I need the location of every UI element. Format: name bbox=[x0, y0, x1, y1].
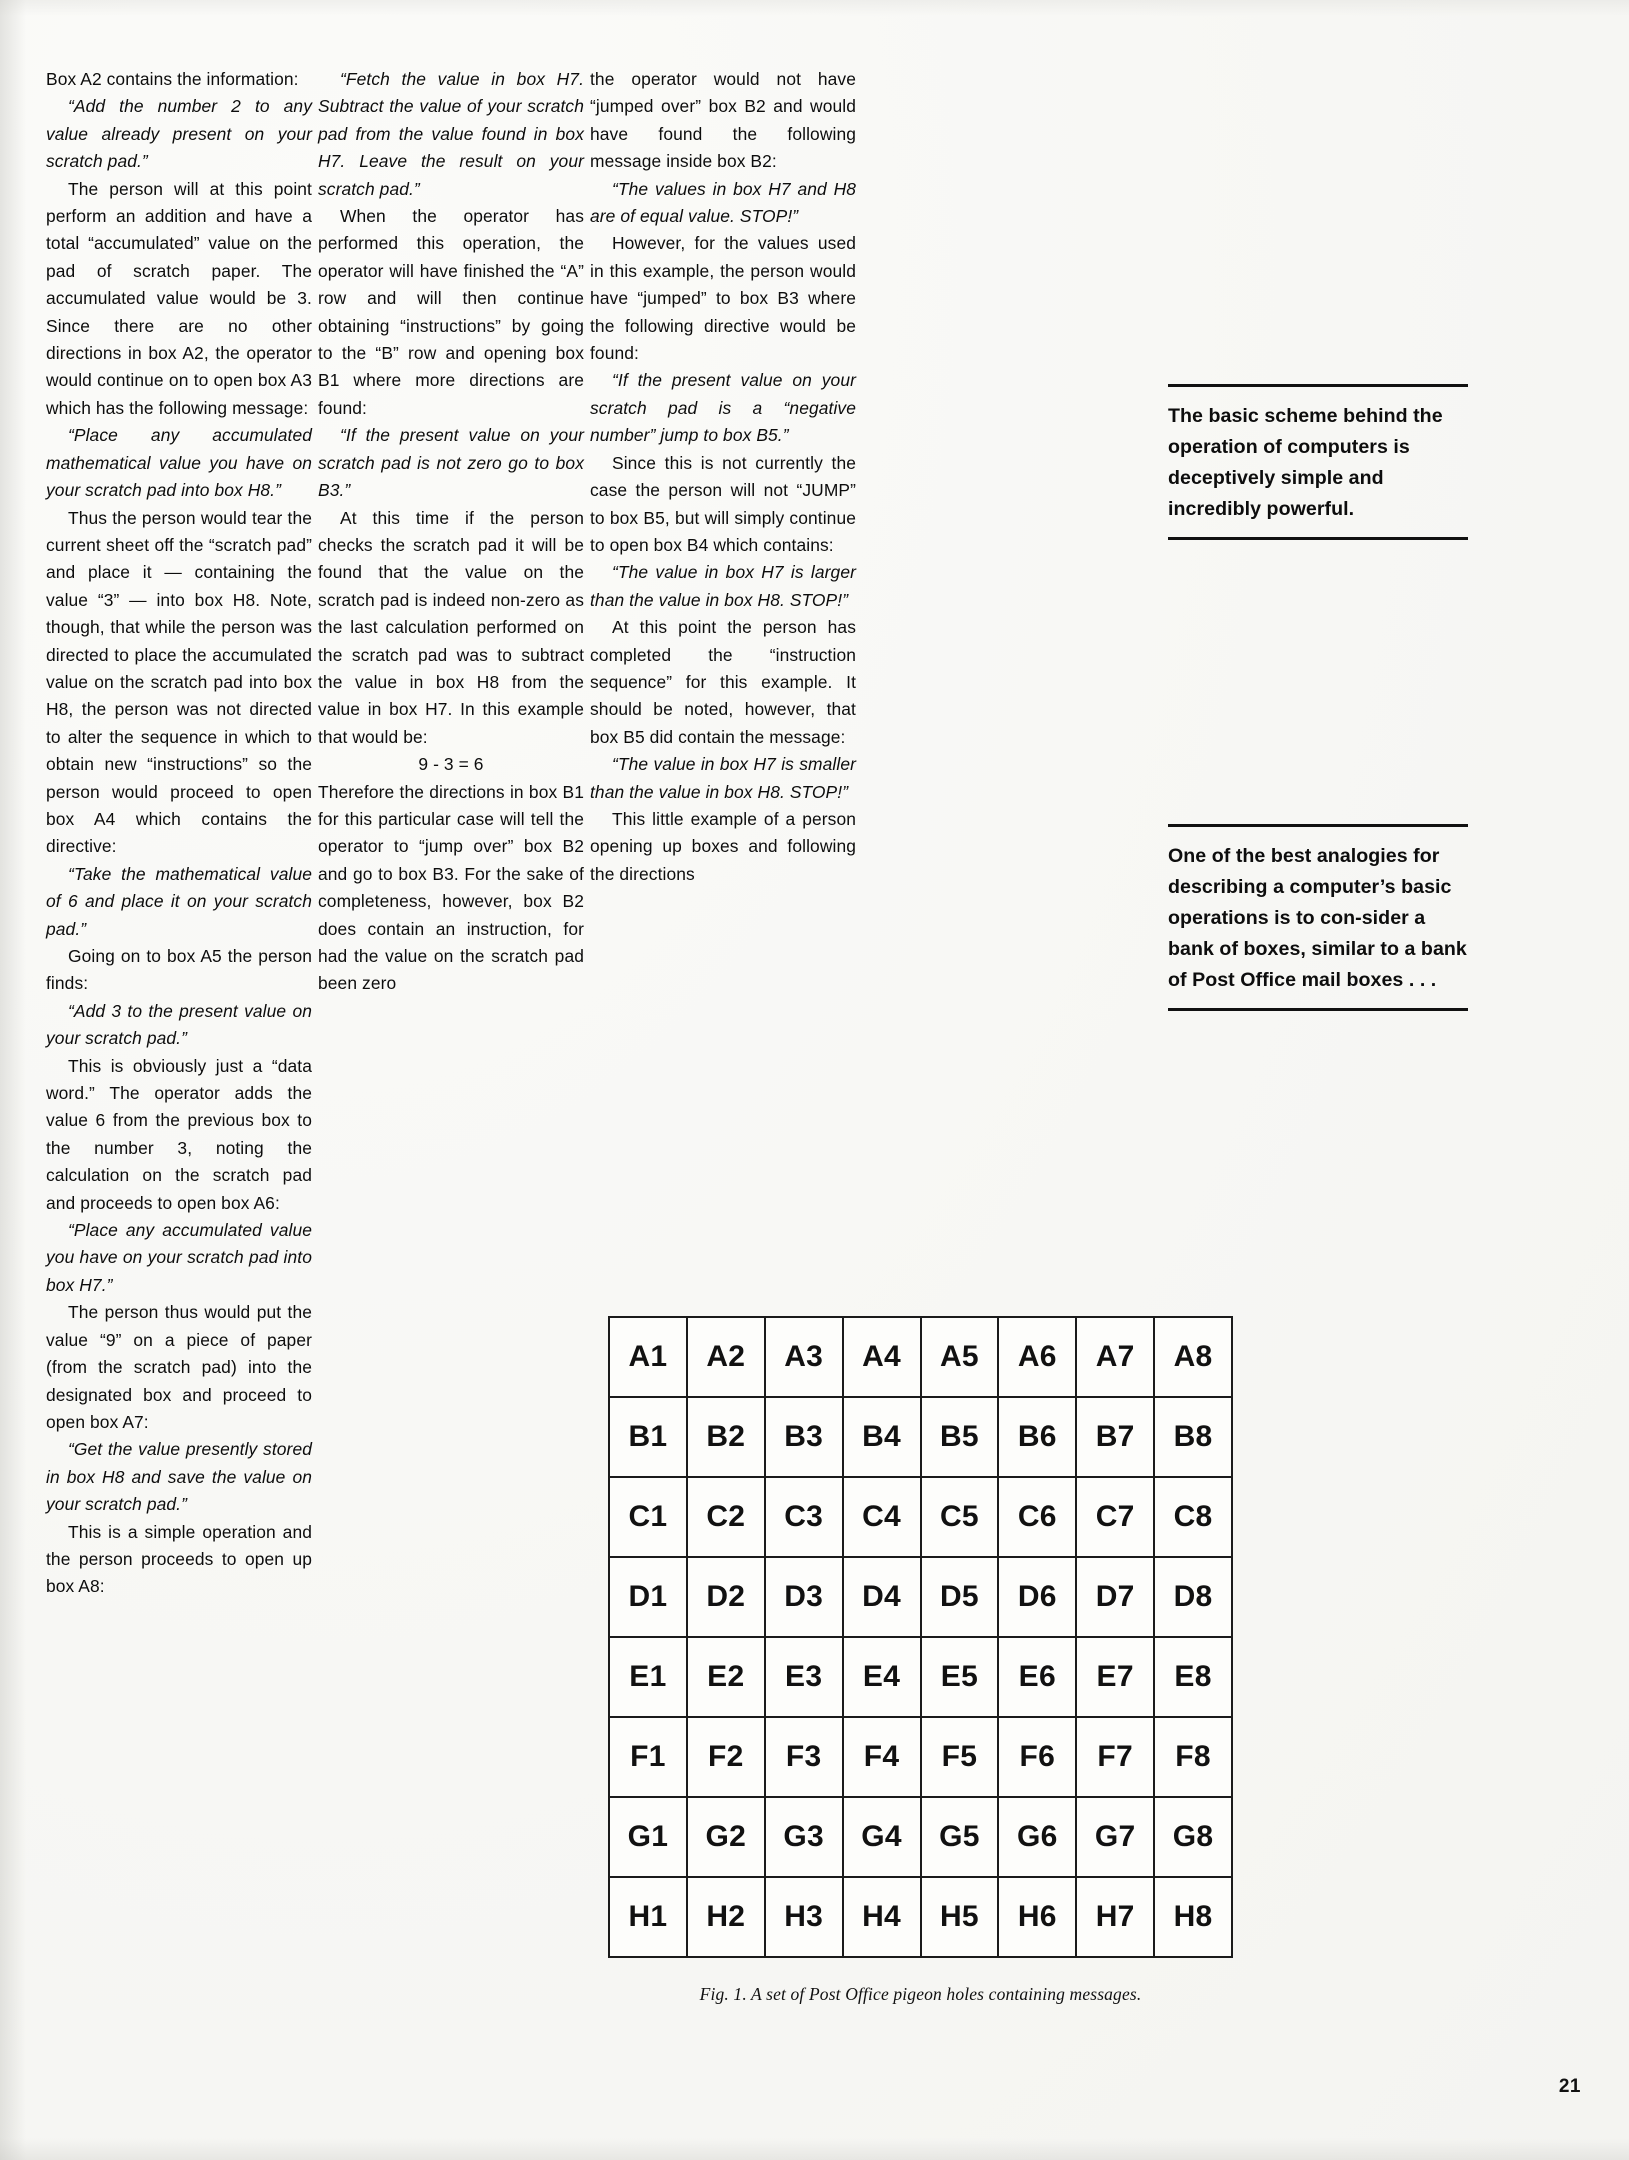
grid-cell-f3: F3 bbox=[765, 1717, 843, 1797]
grid-cell-e8: E8 bbox=[1154, 1637, 1232, 1717]
grid-cell-c3: C3 bbox=[765, 1477, 843, 1557]
grid-row bbox=[609, 1637, 1232, 1717]
grid-cell-f2: F2 bbox=[687, 1717, 765, 1797]
grid-cell-f6: F6 bbox=[998, 1717, 1076, 1797]
paragraph: “Get the value presently stored in box H8 and save the value on your scratch pad.” bbox=[46, 1439, 312, 1515]
paragraph: the operator would not have “jumped over” box B2 and would have found the following message inside box B2: bbox=[590, 69, 856, 172]
pullquote-rule-bottom bbox=[1168, 537, 1468, 540]
grid-cell-f7: F7 bbox=[1076, 1717, 1154, 1797]
pullquote-2-text: One of the best analogies for describing a computer’s basic operations is to con-sider a bank of boxes, similar to a bank of Post Office mail boxes . . . bbox=[1168, 845, 1467, 991]
grid-cell-h3: H3 bbox=[765, 1877, 843, 1957]
paragraph: “The values in box H7 and H8 are of equal value. STOP!” bbox=[590, 178, 856, 227]
grid-cell-g1: G1 bbox=[609, 1797, 687, 1877]
paragraph: “Place any accumulated value you have on your scratch pad into box H7.” bbox=[46, 1220, 312, 1295]
pullquote-1 bbox=[1168, 384, 1468, 540]
paragraph: This is a simple operation and the person proceeds to open up box A8: bbox=[46, 1521, 312, 1597]
grid-row bbox=[609, 1397, 1232, 1477]
paragraph: “Take the mathematical value of 6 and place it on your scratch pad.” bbox=[46, 863, 312, 939]
grid-cell-h7: H7 bbox=[1076, 1877, 1154, 1957]
grid-cell-d7: D7 bbox=[1076, 1557, 1154, 1637]
grid-cell-h5: H5 bbox=[921, 1877, 999, 1957]
paragraph: However, for the values used in this example, the person would have “jumped” to box B3 where the following directive would be found: bbox=[590, 233, 856, 364]
grid-cell-c8: C8 bbox=[1154, 1477, 1232, 1557]
text-column-2 bbox=[318, 66, 584, 998]
grid-row bbox=[609, 1477, 1232, 1557]
paragraph: “Fetch the value in box H7. Subtract the value of your scratch pad from the value found in box H7. Leave the result on your scratch pad.” bbox=[318, 69, 584, 199]
grid-row bbox=[609, 1317, 1232, 1397]
grid-cell-h4: H4 bbox=[843, 1877, 921, 1957]
grid-cell-e1: E1 bbox=[609, 1637, 687, 1717]
paragraph: The person thus would put the value “9” on a piece of paper (from the scratch pad) into the designated box and proceed to open box A7: bbox=[46, 1302, 312, 1432]
grid-cell-a4: A4 bbox=[843, 1317, 921, 1397]
grid-cell-h2: H2 bbox=[687, 1877, 765, 1957]
grid-cell-a2: A2 bbox=[687, 1317, 765, 1397]
pullquote-1-text: The basic scheme behind the operation of computers is deceptively simple and incredibly powerful. bbox=[1168, 405, 1443, 520]
grid-row bbox=[609, 1877, 1232, 1957]
grid-cell-b6: B6 bbox=[998, 1397, 1076, 1477]
paragraph: At this time if the person checks the scratch pad it will be found that the value on the scratch pad is indeed non-zero as the last calculation performed on the scratch pad was to subtract the value in box H8 from the value in box H7. In this example that would be: bbox=[318, 507, 584, 747]
paragraph: Therefore the directions in box B1 for this particular case will tell the operator to “jump over” box B2 and go to box B3. For the sake of completeness, however, box B2 does contain an instruction, for had the value on the scratch pad been zero bbox=[318, 781, 584, 994]
paragraph: This is obviously just a “data word.” The operator adds the value 6 from the previous box to the number 3, noting the calculation on the scratch pad and proceeds to open box A6: bbox=[46, 1055, 312, 1213]
paragraph: “Add the number 2 to any value already present on your scratch pad.” bbox=[46, 96, 312, 172]
paragraph: Thus the person would tear the current sheet off the “scratch pad” and place it — containing the value “3” — into box H8. Note, though, that while the person was directed to place the accumulated value on the scratch pad into box H8, the person was not directed to alter the sequence in which to obtain new “instructions” so the person would proceed to open box A4 which contains the directive: bbox=[46, 507, 312, 857]
paragraph: Going on to box A5 the person finds: bbox=[46, 946, 312, 994]
grid-cell-c4: C4 bbox=[843, 1477, 921, 1557]
grid-cell-g4: G4 bbox=[843, 1797, 921, 1877]
grid-cell-d3: D3 bbox=[765, 1557, 843, 1637]
grid-cell-a7: A7 bbox=[1076, 1317, 1154, 1397]
grid-cell-e2: E2 bbox=[687, 1637, 765, 1717]
paragraph: “Place any accumulated mathematical value you have on your scratch pad into box H8.” bbox=[46, 425, 312, 501]
paragraph: “If the present value on your scratch pad is not zero go to box B3.” bbox=[318, 425, 584, 501]
grid-cell-f1: F1 bbox=[609, 1717, 687, 1797]
pullquote-2 bbox=[1168, 824, 1468, 1011]
grid-row bbox=[609, 1797, 1232, 1877]
grid-cell-a3: A3 bbox=[765, 1317, 843, 1397]
grid-cell-b3: B3 bbox=[765, 1397, 843, 1477]
paragraph: The person will at this point perform an addition and have a total “accumulated” value on the pad of scratch paper. The accumulated value would be 3. Since there are no other directions in box A2, the operator would continue on to open box A3 which has the following message: bbox=[46, 178, 312, 418]
grid-cell-a1: A1 bbox=[609, 1317, 687, 1397]
grid-cell-g2: G2 bbox=[687, 1797, 765, 1877]
paragraph: Since this is not currently the case the person will not “JUMP” to box B5, but will simply continue to open box B4 which contains: bbox=[590, 452, 856, 555]
grid-cell-a8: A8 bbox=[1154, 1317, 1232, 1397]
grid-cell-f8: F8 bbox=[1154, 1717, 1232, 1797]
paragraph: At this point the person has completed the “instruction sequence” for this example. It should be noted, however, that box B5 did contain the message: bbox=[590, 617, 856, 747]
grid-cell-e7: E7 bbox=[1076, 1637, 1154, 1717]
grid-cell-c2: C2 bbox=[687, 1477, 765, 1557]
grid-row bbox=[609, 1557, 1232, 1637]
pullquote-rule-bottom bbox=[1168, 1008, 1468, 1011]
grid-cell-g5: G5 bbox=[921, 1797, 999, 1877]
grid-cell-g8: G8 bbox=[1154, 1797, 1232, 1877]
pigeon-hole-grid bbox=[608, 1316, 1233, 1958]
text-column-3 bbox=[590, 66, 856, 888]
grid-cell-h8: H8 bbox=[1154, 1877, 1232, 1957]
paragraph: When the operator has performed this operation, the operator will have finished the “A” row and will then continue obtaining “instructions” by going to the “B” row and opening box B1 where more directions are found: bbox=[318, 206, 584, 418]
paragraph: This little example of a person opening up boxes and following the directions bbox=[590, 808, 856, 884]
grid-cell-f4: F4 bbox=[843, 1717, 921, 1797]
grid-cell-d2: D2 bbox=[687, 1557, 765, 1637]
grid-cell-h1: H1 bbox=[609, 1877, 687, 1957]
page-number: 21 bbox=[1558, 2076, 1581, 2097]
text-column-1 bbox=[46, 66, 312, 1601]
scan-edge-bottom bbox=[0, 2138, 1629, 2160]
grid-cell-d4: D4 bbox=[843, 1557, 921, 1637]
grid-cell-c7: C7 bbox=[1076, 1477, 1154, 1557]
paragraph: Box A2 contains the information: bbox=[46, 69, 299, 89]
grid-cell-d1: D1 bbox=[609, 1557, 687, 1637]
paragraph: “If the present value on your scratch pad is a “negative number” jump to box B5.” bbox=[590, 370, 856, 446]
figure-1 bbox=[608, 1316, 1233, 2005]
grid-cell-e6: E6 bbox=[998, 1637, 1076, 1717]
paragraph: “The value in box H7 is smaller than the value in box H8. STOP!” bbox=[590, 754, 856, 802]
grid-cell-g6: G6 bbox=[998, 1797, 1076, 1877]
grid-cell-c5: C5 bbox=[921, 1477, 999, 1557]
grid-cell-a6: A6 bbox=[998, 1317, 1076, 1397]
grid-row bbox=[609, 1717, 1232, 1797]
grid-cell-e3: E3 bbox=[765, 1637, 843, 1717]
grid-cell-e5: E5 bbox=[921, 1637, 999, 1717]
grid-cell-g3: G3 bbox=[765, 1797, 843, 1877]
grid-cell-c6: C6 bbox=[998, 1477, 1076, 1557]
grid-cell-f5: F5 bbox=[921, 1717, 999, 1797]
grid-cell-b8: B8 bbox=[1154, 1397, 1232, 1477]
paragraph: “The value in box H7 is larger than the value in box H8. STOP!” bbox=[590, 562, 856, 610]
grid-cell-c1: C1 bbox=[609, 1477, 687, 1557]
grid-cell-b2: B2 bbox=[687, 1397, 765, 1477]
paragraph: “Add 3 to the present value on your scratch pad.” bbox=[46, 1000, 312, 1049]
scan-edge-left bbox=[0, 0, 26, 2160]
scan-edge-top bbox=[0, 0, 1629, 16]
grid-cell-b4: B4 bbox=[843, 1397, 921, 1477]
grid-cell-h6: H6 bbox=[998, 1877, 1076, 1957]
grid-cell-a5: A5 bbox=[921, 1317, 999, 1397]
grid-cell-d8: D8 bbox=[1154, 1557, 1232, 1637]
grid-cell-d5: D5 bbox=[921, 1557, 999, 1637]
grid-cell-b1: B1 bbox=[609, 1397, 687, 1477]
grid-cell-e4: E4 bbox=[843, 1637, 921, 1717]
grid-cell-b7: B7 bbox=[1076, 1397, 1154, 1477]
grid-cell-b5: B5 bbox=[921, 1397, 999, 1477]
grid-cell-d6: D6 bbox=[998, 1557, 1076, 1637]
paragraph: 9 - 3 = 6 bbox=[418, 754, 484, 775]
figure-caption: Fig. 1. A set of Post Office pigeon holes containing messages. bbox=[699, 1984, 1142, 2004]
grid-cell-g7: G7 bbox=[1076, 1797, 1154, 1877]
